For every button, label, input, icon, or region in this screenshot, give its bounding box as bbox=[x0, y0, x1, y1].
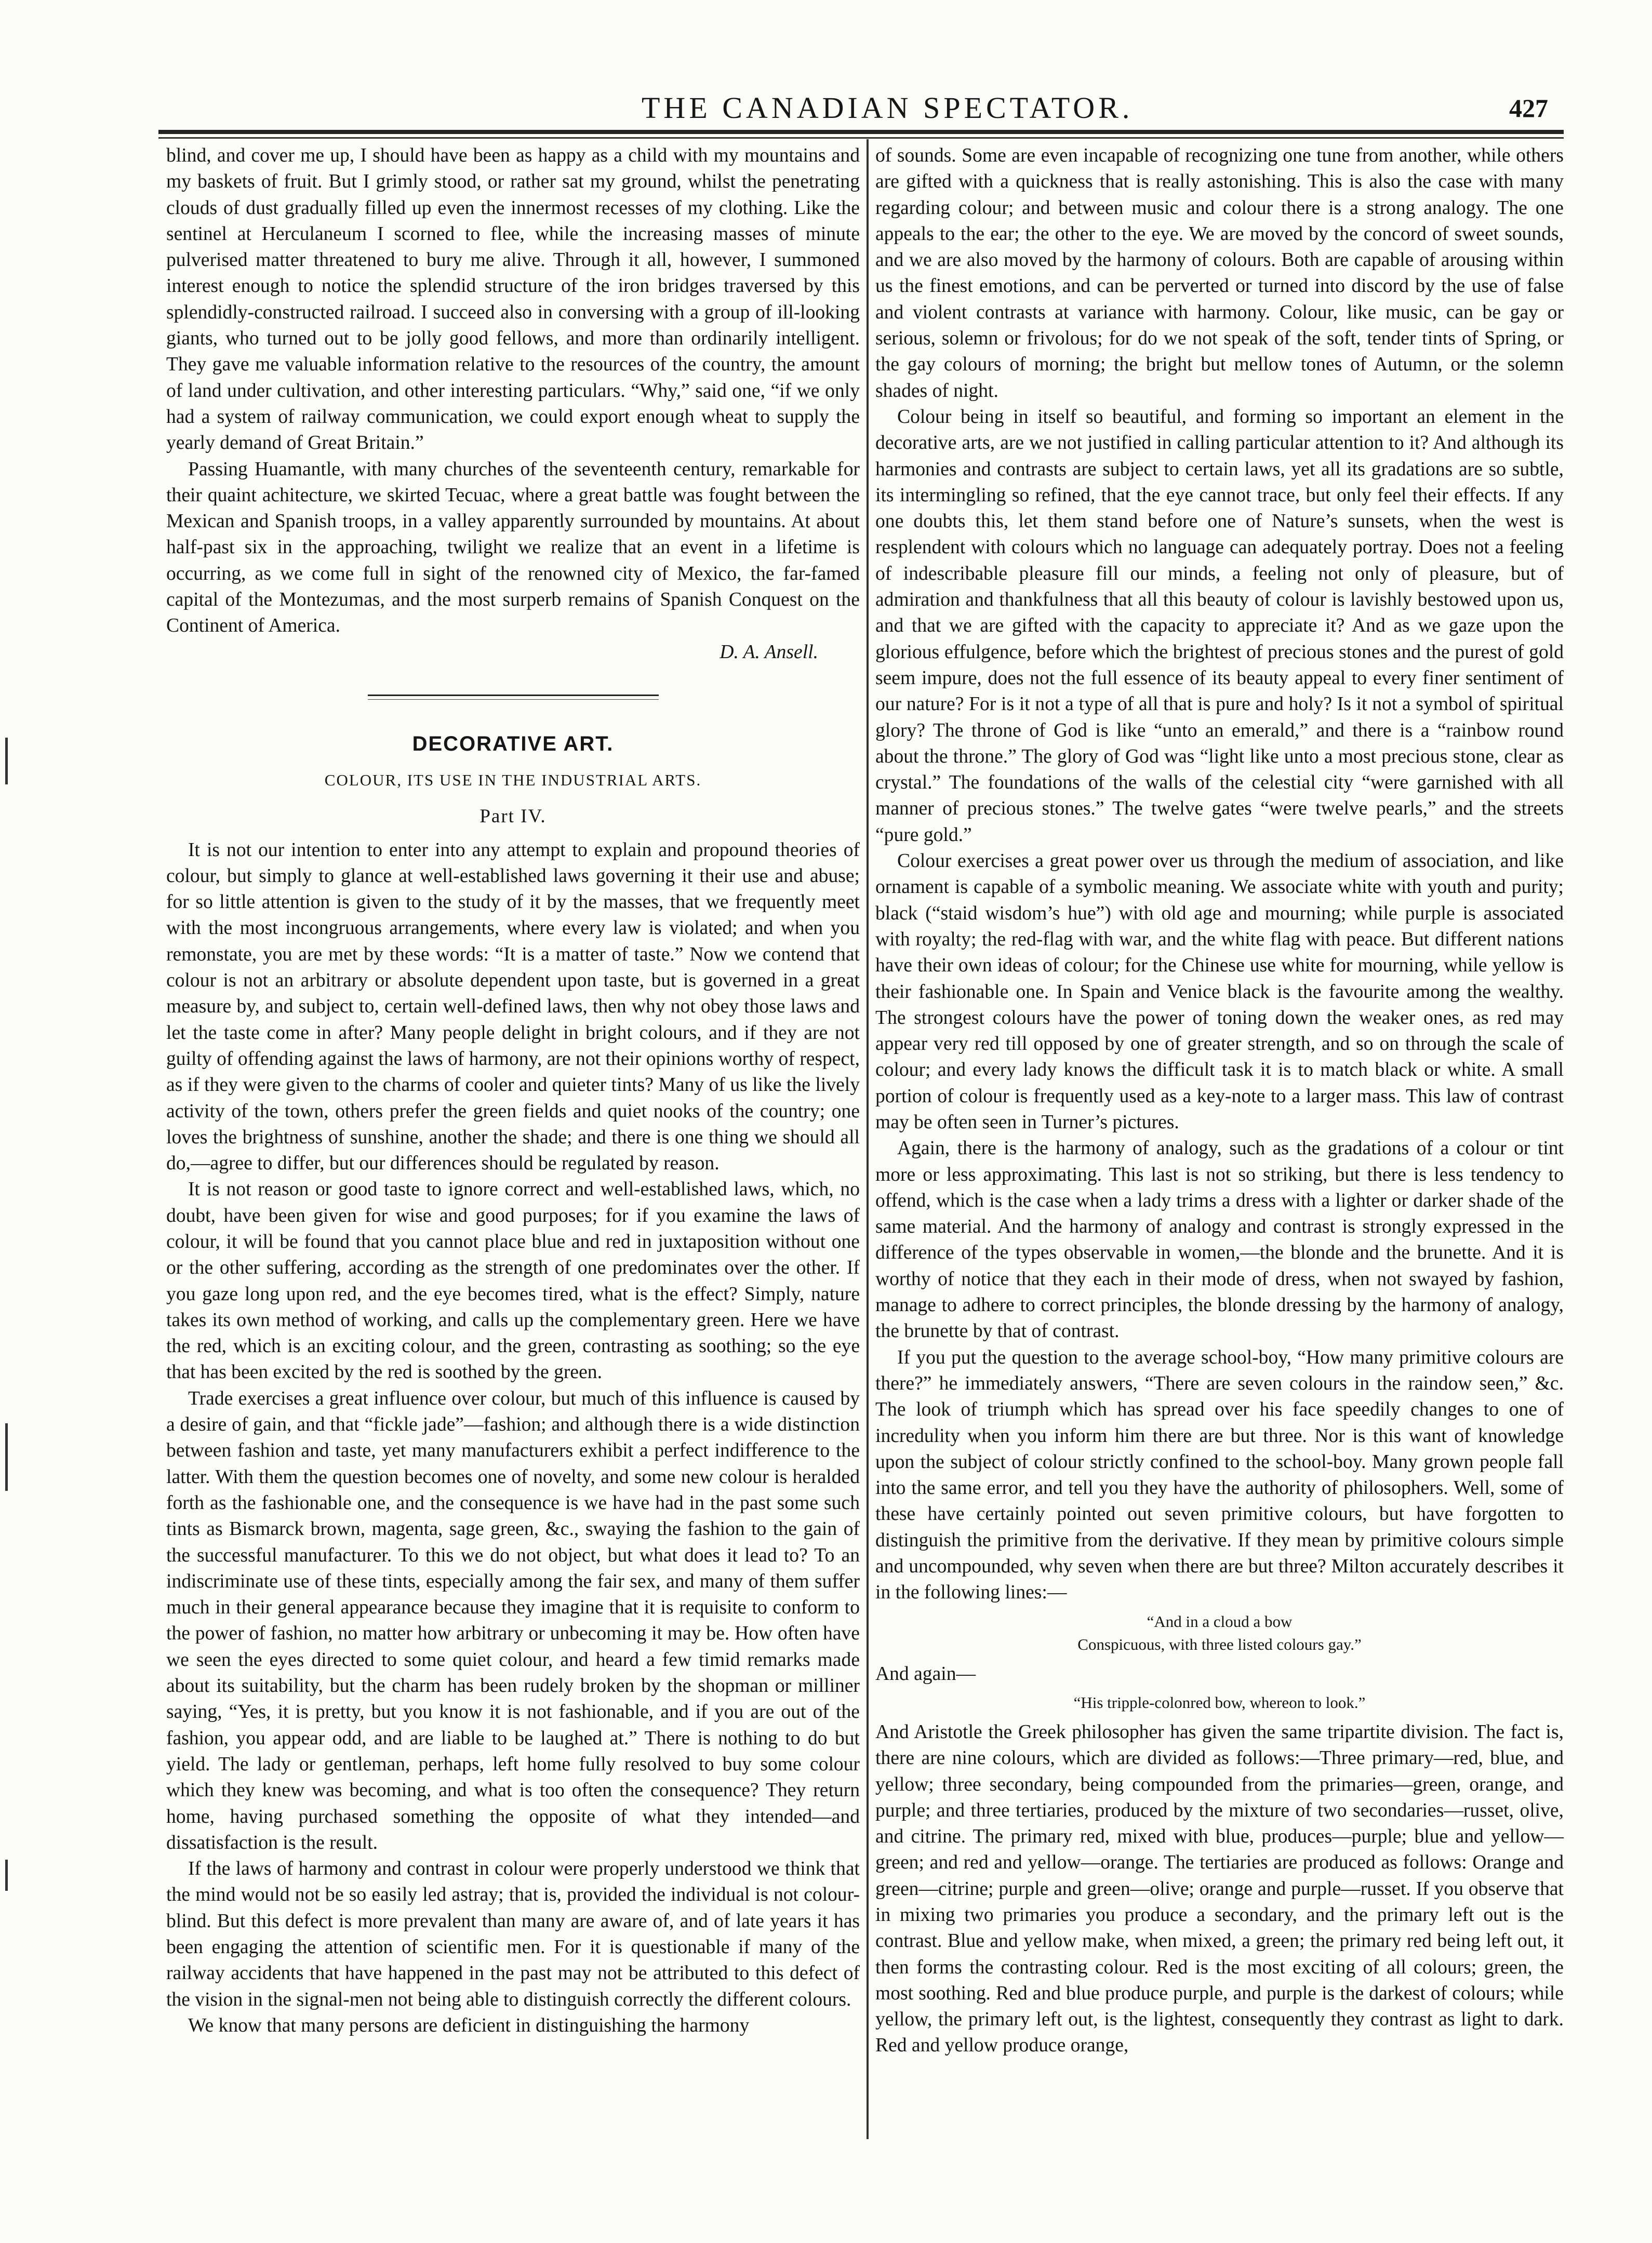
paragraph: Colour being in itself so beautiful, and forming so important an element in the decorative arts, are we not justified in calling particular attention to it? And although its harmonies and contrasts are subject to certain laws, yet all its gradations are so subtle, its intermingling so refined, that the eye cannot trace, but only feel their effects. If any one doubts this, let them stand before one of Nature’s sunsets, when the west is resplendent with colours which no language can adequately portray. Does not a feeling of indescribable pleasure fill our minds, a feeling not only of pleasure, but of admiration and thankfulness that all this beauty of colour is lavishly bestowed upon us, and that we are gifted with the capacity to appreciate it? And as we gaze upon the glorious effulgence, before which the brightest of precious stones and the purest of gold seem impure, does not the full essence of its beauty appeal to every finer sentiment of our nature? For is it not a type of all that is pure and holy? Is it not a symbol of spiritual glory? The throne of God is like “unto an emerald,” and there is a “rainbow round about the throne.” The glory of God was “light like unto a most precious stone, clear as crystal.” The foundations of the walls of the celestial city “were garnished with all manner of precious stones.” The twelve gates “were twelve pearls,” and the streets “pure gold.” bbox=[875, 406, 1564, 846]
paragraph: Trade exercises a great influence over colour, but much of this influence is caused by a desire of gain, and that “fickle jade”—fashion; and although there is a wide distinction between fashion and taste, yet many manufacturers exhibit a perfect indifference to the latter. With them the question becomes one of novelty, and some new colour is heralded forth as the fashionable one, and the consequence is we have had in the past some such tints as Bismarck brown, magenta, sage green, &c., swaying the fashion to the gain of the successful manufacturer. To this we do not object, but what does it lead to? To an indiscriminate use of these tints, especially among the fair sex, and many of them suffer much in their general appearance because they imagine that it is requisite to conform to the power of fashion, no matter how arbitrary or unbecoming it may be. How often have we seen the eyes directed to some quiet colour, and heard a few timid remarks made about its suitability, but the charm has been rudely broken by the shopman or milliner saying, “Yes, it is pretty, but you know it is not fashionable, and if you are out of the fashion, you appear odd, and are liable to be laughed at.” There is nothing to do but yield. The lady or gentleman, perhaps, left home fully resolved to buy some colour which they knew was becoming, and what is too often the consequence? They return home, having purchased something the opposite of what they intended—and dissatisfaction is the result. bbox=[166, 1387, 860, 1853]
right-column bbox=[875, 143, 1564, 2059]
quote-line: Conspicuous, with three listed colours gay.” bbox=[1077, 1635, 1362, 1653]
paragraph: of sounds. Some are even incapable of recognizing one tune from another, while others are gifted with a quickness that is really astonishing. This is also the case with many regarding colour; and between music and colour there is a strong analogy. The one appeals to the ear; the other to the eye. We are moved by the concord of sweet sounds, and we are also moved by the harmony of colours. Both are capable of arousing within us the finest emotions, and can be perverted or turned into discord by the use of false and violent contrasts at variance with harmony. Colour, like music, can be gay or serious, solemn or frivolous; for do we not speak of the soft, tender tints of Spring, or the gay colours of morning; the bright but mellow tones of Autumn, or the solemn shades of night. bbox=[875, 145, 1564, 402]
paragraph: It is not our intention to enter into any attempt to explain and propound theories of colour, but simply to glance at well-established laws governing it their use and abuse; for so little attention is given to the study of it by the masses, that we frequently meet with the most incongruous arrangements, where every law is violated; and when you remonstate, you are met by these words: “It is a matter of taste.” Now we contend that colour is not an arbitrary or absolute dependent upon taste, but is governed in a great measure by, and subject to, certain well-defined laws, then why not obey those laws and let the taste come in after? Many people delight in bright colours, and if they are not guilty of offending against the laws of harmony, are not their opinions worthy of respect, as if they were given to the charms of cooler and quieter tints? Many of us like the lively activity of the town, others prefer the green fields and quiet nooks of the country; one loves the brightness of sunshine, another the shade; and there is one thing we should all do,—agree to differ, but our differences should be regulated by reason. bbox=[166, 839, 860, 1174]
paragraph: We know that many persons are deficient in distinguishing the harmony bbox=[188, 2014, 750, 2036]
paragraph: Again, there is the harmony of analogy, such as the gradations of a colour or tint more or less approximating. This last is not so striking, but there is less tendency to offend, which is the case when a lady trims a dress with a lighter or darker shade of the same material. And the harmony of analogy and contrast is strongly expressed in the difference of the types observable in women,—the blonde and the brunette. And it is worthy of notice that they each in their mode of dress, when not swayed by fashion, manage to adhere to correct principles, the blonde dressing by the harmony of analogy, the brunette by that of contrast. bbox=[875, 1138, 1564, 1342]
milton-quote bbox=[875, 1610, 1564, 1656]
and-again-text: And again— bbox=[875, 1663, 976, 1685]
publication-title: THE CANADIAN SPECTATOR. bbox=[642, 91, 1134, 125]
margin-mark bbox=[5, 1860, 8, 1891]
section-separator bbox=[368, 695, 659, 700]
left-column bbox=[166, 143, 860, 2039]
page-number: 427 bbox=[1509, 94, 1548, 123]
paragraph: blind, and cover me up, I should have been as happy as a child with my mountains and my baskets of fruit. But I grimly stood, or rather sat my ground, whilst the penetrating clouds of dust gradually filled up even the innermost recesses of my clothing. Like the sentinel at Herculaneum I scorned to flee, while the increasing masses of minute pulverised matter threatened to bury me alive. Through it all, however, I summoned interest enough to notice the splendid structure of the iron bridges traversed by this splendidly-constructed railroad. I succeed also in conversing with a group of ill-looking giants, who turned out to be jolly good fellows, and more than ordinarily intelligent. They gave me valuable information relative to the resources of the country, the amount of land under cultivation, and other interesting particulars. “Why,” said one, “if we only had a system of railway communication, we could export enough wheat to supply the yearly demand of Great Britain.” bbox=[166, 145, 860, 454]
paragraph: If you put the question to the average school-boy, “How many primitive colours are there?” he immediately answers, “There are seven colours in the raindow seen,” &c. The look of triumph which has spread over his face speedily changes to one of incredulity when you inform him there are but three. Nor is this want of knowledge upon the subject of colour strictly confined to the school-boy. Many grown people fall into the same error, and tell you they have the authority of philosophers. Well, some of these have certainly pointed out seven primitive colours, but have forgotten to distinguish the primitive from the derivative. If they mean by primitive colours simple and uncompounded, why seven when there are but three? Milton accurately describes it in the following lines:— bbox=[875, 1346, 1564, 1604]
paragraph: If the laws of harmony and contrast in colour were properly understood we think that the mind would not be so easily led astray; that is, provided the individual is not colour-blind. But this defect is more prevalent than many are aware of, and of late years it has been engaging the attention of scientific men. For it is questionable if many of the railway accidents that have happened in the past may not be attributed to this defect of the vision in the signal-men not being able to distinguish correctly the different colours. bbox=[166, 1858, 860, 2010]
header-rule-thick bbox=[158, 130, 1564, 134]
second-quote: “His tripple-colonred bow, whereon to look.” bbox=[1073, 1693, 1366, 1712]
column-divider bbox=[867, 139, 869, 2139]
paragraph: Passing Huamantle, with many churches of the seventeenth century, remarkable for their quaint achitecture, we skirted Tecuac, where a great battle was fought between the Mexican and Spanish troops, in a valley apparently surrounded by mountains. At about half-past six in the approaching, twilight we realize that an event in a lifetime is occurring, as we come full in sight of the renowned city of Mexico, the far-famed capital of the Montezumas, and the most surperb remains of Spanish Conquest on the Continent of America. bbox=[166, 458, 860, 637]
page-header bbox=[158, 87, 1564, 137]
quote-line: “And in a cloud a bow bbox=[1147, 1612, 1293, 1631]
paragraph: It is not reason or good taste to ignore correct and well-established laws, which, no doubt, have been given for wise and good purposes; for if you examine the laws of colour, it will be found that you cannot place blue and red in juxtaposition without one or the other suffering, according as the strength of one predominates over the other. If you gaze long upon red, and the eye becomes tired, what is the effect? Simply, nature takes its own method of working, and calls up the complementary green. Here we have the red, which is an exciting colour, and the green, contrasting as soothing; so the eye that has been excited by the red is soothed by the green. bbox=[166, 1179, 860, 1383]
paragraph: Colour exercises a great power over us through the medium of association, and like ornament is capable of a symbolic meaning. We associate white with youth and purity; black (“staid wisdom’s hue”) with old age and mourning; while purple is associated with royalty; the red-flag with war, and the white flag with peace. But different nations have their own ideas of colour; for the Chinese use white for mourning, while yellow is their fashionable one. In Spain and Venice black is the favourite among the wealthy. The strongest colours have the power of toning down the weaker ones, as red may appear very red till opposed by one of greater strength, and so on through the scale of colour; and every lady knows the difficult task it is to match black or white. A small portion of colour is frequently used as a key-note to a larger mass. This law of contrast may be often seen in Turner’s pictures. bbox=[875, 850, 1564, 1133]
author-signature: D. A. Ansell. bbox=[720, 641, 818, 663]
header-rule-thin bbox=[158, 137, 1564, 139]
article-subtitle: COLOUR, ITS USE IN THE INDUSTRIAL ARTS. bbox=[324, 770, 702, 789]
article-title: DECORATIVE ART. bbox=[412, 732, 614, 755]
paragraph: And Aristotle the Greek philosopher has given the same tripartite division. The fact is, there are nine colours, which are divided as follows:—Three primary—red, blue, and yellow; three secondary, being compounded from the primaries—green, orange, and purple; and three tertiaries, produced by the mixture of two secondaries—russet, olive, and citrine. The primary red, mixed with blue, produces—purple; blue and yellow—green; and red and yellow—orange. The tertiaries are produced as follows: Orange and green—citrine; purple and green—olive; orange and purple—russet. If you observe that in mixing two primaries you produce a secondary, and the primary left out is the contrast. Blue and yellow make, when mixed, a green; the primary red being left out, it then forms the contrasting colour. Red is the most exciting of all colours; green, the most soothing. Red and blue produce purple, and purple is the darkest of colours; while yellow, the primary left out, is the lightest, consequently they contrast as light to dark. Red and yellow produce orange, bbox=[875, 1721, 1564, 2057]
margin-mark bbox=[5, 738, 8, 784]
article-part: Part IV. bbox=[479, 806, 547, 827]
margin-mark bbox=[5, 1423, 8, 1491]
